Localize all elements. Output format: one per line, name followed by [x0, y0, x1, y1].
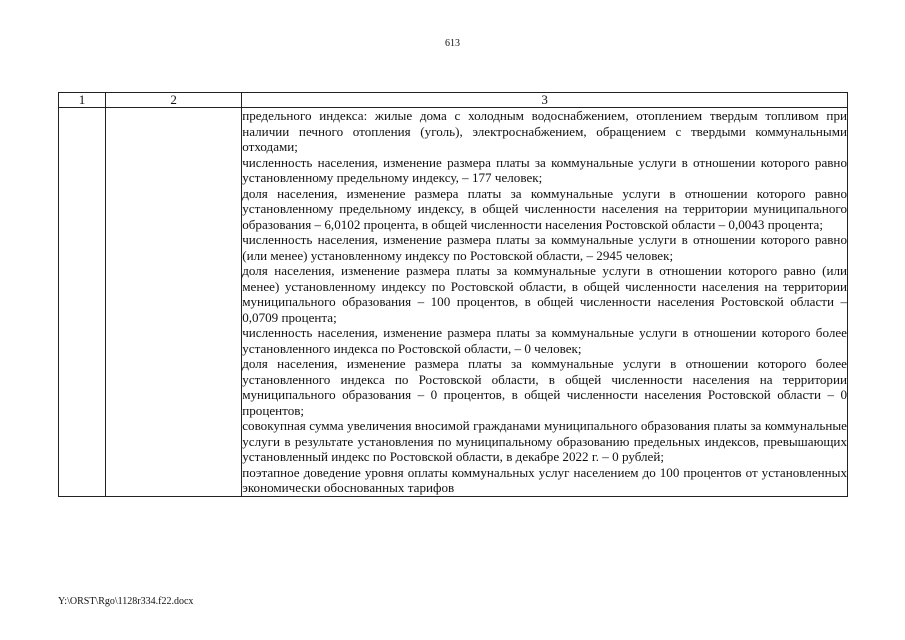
- paragraph-total-increase: совокупная сумма увеличения вносимой гражданами муниципального образования платы за коммунальные услуги в результате установления по муниципальному образованию предельных индексов, превышающих установленный индекс по Ростовской области, в декабре 2022 г. – 0 рублей;: [242, 418, 847, 464]
- paragraph-share-within-regional: доля населения, изменение размера платы за коммунальные услуги в отношении которого равно (или менее) установленному индексу по Ростовской области, в общей численности населения на территории муниципального образования – 100 процентов, в общей численности населения Ростовской области – 0,0709 процента;: [242, 263, 847, 325]
- page-number: 613: [445, 38, 460, 49]
- paragraph-gradual-payment: поэтапное доведение уровня оплаты коммунальных услуг населением до 100 процентов от установленных экономически обоснованных тарифов: [242, 464, 847, 495]
- paragraph-population-within-regional: численность населения, изменение размера платы за коммунальные услуги в отношении которого равно (или менее) установленному индексу по Ростовской области, – 2945 человек;: [242, 232, 847, 263]
- footer-file-path: Y:\ORST\Rgo\1128r334.f22.docx: [58, 596, 194, 607]
- document-table: [58, 92, 848, 497]
- column-header-3: 3: [242, 93, 848, 108]
- column-2-cell: [106, 108, 242, 497]
- paragraph-share-above-regional: доля населения, изменение размера платы за коммунальные услуги в отношении которого более установленного индекса по Ростовской области, в общей численности населения на территории муниципального образования – 0 процентов, в общей численности населения Ростовской области – 0 процентов;: [242, 356, 847, 418]
- column-header-2: 2: [106, 93, 242, 108]
- paragraph-index-conditions: предельного индекса: жилые дома с холодным водоснабжением, отоплением твердым топливом при наличии печного отопления (уголь), электроснабжением, обращением с твердыми коммунальными отходами;: [242, 108, 847, 154]
- paragraph-share-equal-limit: доля населения, изменение размера платы за коммунальные услуги в отношении которого равно установленному предельному индексу, в общей численности населения на территории муниципального образования – 6,0102 процента, в общей численности населения Ростовской области – 0,0043 процента;: [242, 185, 847, 232]
- paragraph-population-equal-limit: численность населения, изменение размера платы за коммунальные услуги в отношении которого равно установленному предельному индексу, – 177 человек;: [242, 154, 847, 185]
- column-3-cell: [242, 108, 848, 497]
- table-header-row: [59, 93, 848, 108]
- column-header-1: 1: [59, 93, 106, 108]
- column-1-cell: [59, 108, 106, 497]
- paragraph-population-above-regional: численность населения, изменение размера платы за коммунальные услуги в отношении которого более установленного индекса по Ростовской области, – 0 человек;: [242, 325, 847, 356]
- table-row: [59, 108, 848, 497]
